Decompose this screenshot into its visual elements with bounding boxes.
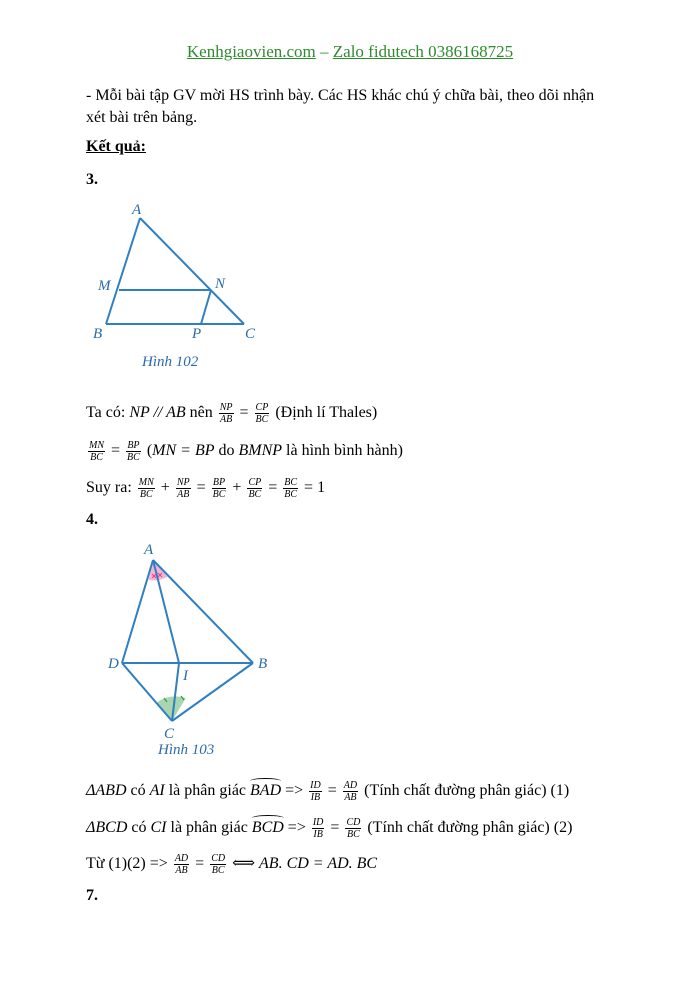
- ex3-line-1: Ta có: NP // AB nên $\frac{NP}{AB}$ = $\frac{CP}{BC}$ (Định lí Thales): [86, 402, 378, 425]
- label-a: A: [144, 542, 154, 558]
- intro-line-1: - Mỗi bài tập GV mời HS trình bày. Các HS khác chú ý chữa bài, theo dõi nhận: [86, 87, 595, 104]
- figure-103: [100, 538, 290, 760]
- ex3-line-2: $\frac{MN}{BC}$ = $\frac{BP}{BC}$ (MN = BP do BMNP là hình bình hành): [89, 440, 403, 463]
- figure-102: [80, 196, 290, 376]
- label-c: C: [245, 326, 256, 342]
- result-heading: Kết quả:: [86, 138, 146, 155]
- page-header: [0, 42, 700, 62]
- segment-ac: [140, 218, 244, 324]
- segment-ab: [153, 560, 253, 663]
- segment-np: [201, 290, 211, 324]
- ex4-line-3: Từ (1)(2) => $\frac{AD}{AB}$ = $\frac{CD}{BC}$ ⟺ AB. CD = AD. BC: [86, 853, 378, 876]
- label-b: B: [93, 326, 103, 342]
- label-n: N: [215, 276, 226, 292]
- ex4-line-1: ΔABD có AI là phân giác BAD => $\frac{ID}{IB}$ = $\frac{AD}{AB}$ (Tính chất đường phân giác) (1): [86, 780, 570, 803]
- segment-ad: [122, 560, 153, 663]
- ex7-number: 7.: [86, 887, 98, 904]
- label-b: B: [258, 656, 268, 672]
- label-c: C: [164, 726, 175, 742]
- segment-ab: [106, 218, 140, 324]
- header-site-link[interactable]: Kenhgiaovien.com: [186, 42, 316, 61]
- segment-dc: [122, 663, 172, 721]
- label-i: I: [183, 668, 188, 684]
- figure-102-caption: Hình 102: [142, 354, 199, 370]
- figure-103-lines: [122, 560, 253, 721]
- figure-103-caption: Hình 103: [158, 742, 215, 758]
- intro-line-2: xét bài trên bảng.: [86, 109, 198, 126]
- ex3-number: 3.: [86, 171, 98, 188]
- ex4-number: 4.: [86, 511, 98, 528]
- header-separator: –: [315, 42, 333, 61]
- header-contact-link[interactable]: Zalo fidutech 0386168725: [332, 42, 514, 61]
- ex4-line-2: ΔBCD có CI là phân giác BCD => $\frac{ID}{IB}$ = $\frac{CD}{BC}$ (Tính chất đường phân giác) (2): [86, 817, 573, 840]
- ex3-line-3: Suy ra: $\frac{MN}{BC}$ + $\frac{NP}{AB}$ = $\frac{BP}{BC}$ + $\frac{CP}{BC}$ = $\frac{BC}{BC}$ = 1: [86, 477, 326, 500]
- figure-102-lines: [106, 218, 244, 324]
- label-d: D: [108, 656, 119, 672]
- label-a: A: [132, 202, 142, 218]
- label-p: P: [192, 326, 202, 342]
- label-m: M: [98, 278, 111, 294]
